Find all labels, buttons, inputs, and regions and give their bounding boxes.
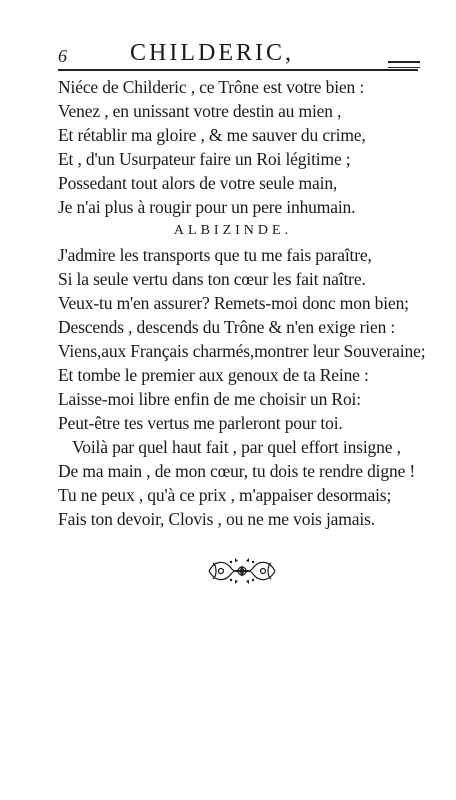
verse-line: Si la seule vertu dans ton cœur les fait naître. (58, 269, 366, 289)
verse-line: Peut-être tes vertus me parleront pour toi. (58, 413, 343, 433)
verse-line: Possedant tout alors de votre seule main, (58, 173, 338, 193)
header-rule (58, 69, 418, 71)
verse-line: Viens,aux Français charmés,montrer leur Souveraine; (58, 341, 426, 361)
verse-block (58, 75, 428, 531)
verse-line: Et tombe le premier aux genoux de ta Reine : (58, 365, 369, 385)
verse-line: Et rétablir ma gloire , & me sauver du crime, (58, 125, 366, 145)
verse-line: Venez , en unissant votre destin au mien , (58, 101, 342, 121)
running-title: CHILDERIC, (130, 40, 294, 66)
verse-line: Et , d'un Usurpateur faire un Roi légitime ; (58, 149, 351, 169)
verse-line: J'admire les transports que tu me fais paraître, (58, 245, 372, 265)
verse-line: De ma main , de mon cœur, tu dois te rendre digne ! (58, 461, 416, 481)
verse-line: Fais ton devoir, Clovis , ou ne me vois jamais. (58, 509, 375, 529)
verse-line-indented: Voilà par quel haut fait , par quel effort insigne , (72, 437, 401, 457)
page-header (58, 40, 418, 70)
verse-line: Niéce de Childeric , ce Trône est votre bien : (58, 77, 365, 97)
header-rule-ornament (388, 61, 420, 68)
verse-line: Veux-tu m'en assurer? Remets-moi donc mon bien; (58, 293, 409, 313)
speaker-name: ALBIZINDE. (173, 223, 293, 238)
floral-tailpiece-ornament-icon (205, 554, 279, 588)
page-number: 6 (58, 46, 67, 66)
verse-line: Descends , descends du Trône & n'en exige rien : (58, 317, 396, 337)
verse-line: Tu ne peux , qu'à ce prix , m'appaiser desormais; (58, 485, 392, 505)
verse-line: Laisse-moi libre enfin de me choisir un Roi: (58, 389, 361, 409)
verse-line: Je n'ai plus à rougir pour un pere inhumain. (58, 197, 356, 217)
